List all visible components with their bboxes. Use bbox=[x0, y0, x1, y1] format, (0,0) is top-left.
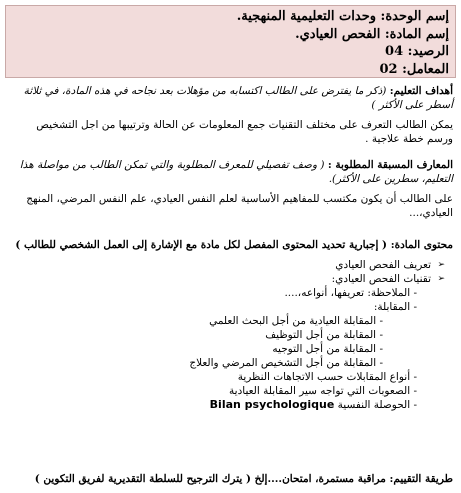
prerequisites-label: المعارف المسبقة المطلوبة : bbox=[327, 159, 453, 171]
list-item: - أنواع المقابلات حسب الاتجاهات النظرية bbox=[237, 371, 417, 383]
evaluation-text: مراقبة مستمرة، امتحان....إلخ ( يترك الترجيح للسلطة التقديرية لفريق التكوين ) bbox=[34, 473, 386, 485]
objectives-heading bbox=[8, 84, 453, 112]
unit-name-line bbox=[6, 8, 449, 26]
interview-subitem: - المقابلة من أجل التوجيه bbox=[272, 343, 383, 355]
list-item: ➢ تقنيات الفحص العيادي: bbox=[8, 272, 431, 286]
list-item: ➢ تعريف الفحص العيادي bbox=[8, 258, 431, 272]
interview-subitem: - المقابلة من أجل التشخيص المرضي والعلاج bbox=[189, 357, 383, 369]
coefficient-label: المعامل: bbox=[402, 61, 449, 77]
summary-label-fr: Bilan psychologique bbox=[209, 398, 335, 411]
observation-item: - الملاحظة: تعريفها، أنواعه،.... bbox=[284, 287, 417, 299]
subject-name-label: إسم المادة: bbox=[384, 26, 449, 42]
list-item: - الصعوبات التي تواجه سير المقابلة العيادية bbox=[229, 385, 417, 397]
interview-subitem: - المقابلة العيادية من أجل البحث العلمي bbox=[209, 315, 383, 327]
prerequisites-text: على الطالب أن يكون مكتسب للمفاهيم الأساسية لعلم النفس العيادي، علم النفس المرضي، المنهج العيادي،... bbox=[26, 193, 453, 219]
interview-subitem: - المقابلة من أجل التوظيف bbox=[265, 329, 383, 341]
content-note: ( إجبارية تحديد المحتوى المفصل لكل مادة مع الإشارة إلى العمل الشخصي للطالب ) bbox=[15, 239, 388, 251]
subject-name-line bbox=[6, 26, 449, 44]
course-header bbox=[5, 5, 456, 78]
content-list bbox=[8, 258, 453, 286]
evaluation-line bbox=[8, 472, 453, 486]
coefficient-line bbox=[6, 61, 449, 79]
objectives-note: (ذكر ما يفترض على الطالب اكتسابه من مؤهلات بعد نجاحه في هذه المادة، في ثلاثة أسطر على الأكثر ) bbox=[23, 85, 453, 111]
interview-item: - المقابلة: bbox=[373, 301, 417, 313]
content-label: محتوى المادة: bbox=[390, 239, 453, 251]
prerequisites-heading bbox=[8, 158, 453, 186]
summary-label-ar: - الحوصلة النفسية bbox=[337, 399, 417, 411]
objectives-text: يمكن الطالب التعرف على مختلف التقنيات جمع المعلومات عن الحالة وترتيبها من اجل التشخيص ورسم خطة علاجية . bbox=[36, 119, 453, 145]
objectives-label: أهداف التعليم: bbox=[389, 85, 453, 97]
subject-name-value: الفحص العيادي. bbox=[295, 26, 381, 42]
coefficient-value: 02 bbox=[379, 61, 398, 77]
psychological-summary-item bbox=[8, 398, 453, 412]
evaluation-label: طريقة التقييم: bbox=[389, 473, 453, 485]
credit-line bbox=[6, 43, 449, 61]
content-heading bbox=[8, 238, 453, 252]
unit-name-label: إسم الوحدة: bbox=[380, 9, 449, 24]
prerequisites-note: ( وصف تفصيلي للمعرف المطلوبة والتي تمكن الطالب من مواصلة هذا التعليم، سطرين على الأكثر). bbox=[19, 159, 453, 185]
credit-value: 04 bbox=[385, 44, 404, 59]
credit-label: الرصيد: bbox=[407, 44, 449, 59]
document-body bbox=[8, 84, 453, 412]
unit-name-value: وحدات التعليمية المنهجية. bbox=[236, 9, 377, 24]
